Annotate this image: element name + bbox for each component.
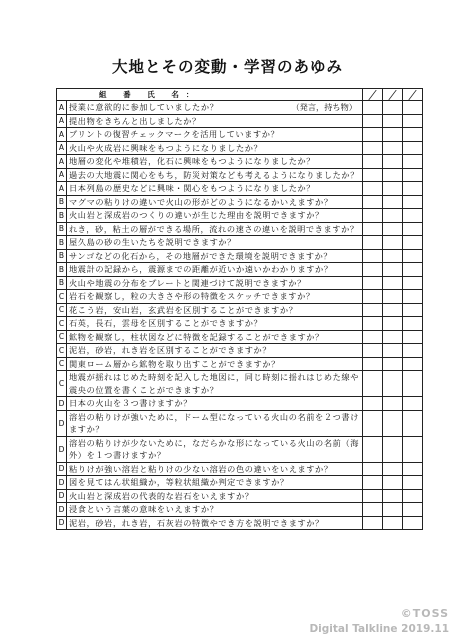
question-text: 溶岩の粘りけが強いために，ドーム型になっている火山の名前を２つ書けますか？ (69, 411, 359, 434)
checklist-row (57, 276, 423, 290)
copyright-owner: ©TOSS (400, 607, 449, 620)
check-cell[interactable] (363, 436, 383, 462)
question-cell (67, 303, 363, 317)
level-cell: B (57, 249, 67, 263)
level-cell: B (57, 276, 67, 290)
check-cell[interactable] (383, 276, 403, 290)
checklist-row (57, 128, 423, 142)
check-cell[interactable] (383, 128, 403, 142)
check-cell[interactable] (383, 462, 403, 476)
checklist-row (57, 236, 423, 250)
question-cell (67, 344, 363, 358)
checklist-row (57, 330, 423, 344)
check-cell[interactable] (383, 476, 403, 490)
level-cell: D (57, 503, 67, 517)
question-text: 泥岩，砂岩，れき岩を区別することができますか？ (69, 345, 272, 355)
question-cell (67, 371, 363, 397)
question-text: 泥岩，砂岩，れき岩，石灰岩の特徴やでき方を説明できますか？ (69, 517, 324, 528)
check-cell[interactable] (383, 357, 403, 371)
question-cell (67, 516, 363, 530)
question-text: 提出物をきちんと出しましたか？ (69, 115, 201, 126)
question-text: 地震が揺れはじめた時刻を記入した地図に，同じ時刻に揺れはじめた線や震央の位置を書くことができますか？ (69, 372, 359, 395)
check-cell[interactable] (363, 410, 383, 436)
level-cell: C (57, 303, 67, 317)
checklist-row (57, 476, 423, 490)
level-cell: A (57, 114, 67, 128)
checklist-row (57, 101, 423, 115)
checklist-row (57, 303, 423, 317)
question-cell (67, 476, 363, 490)
check-cell[interactable] (383, 330, 403, 344)
check-cell[interactable] (363, 516, 383, 530)
check-cell[interactable] (383, 236, 403, 250)
question-text: 地層の変化や堆積岩，化石に興味をもつようになりましたか？ (69, 156, 316, 166)
level-cell: D (57, 476, 67, 490)
check-cell[interactable] (403, 516, 423, 530)
check-cell[interactable] (403, 410, 423, 436)
checklist-row (57, 344, 423, 358)
checklist-row (57, 168, 423, 182)
check-cell[interactable] (363, 317, 383, 331)
question-cell (67, 290, 363, 304)
checklist-row (57, 436, 423, 462)
checklist-row (57, 357, 423, 371)
check-cell[interactable] (363, 249, 383, 263)
check-cell[interactable] (403, 489, 423, 503)
question-text: 関東ローム層から鉱物を取り出すことができますか？ (69, 358, 280, 369)
check-cell[interactable] (383, 397, 403, 411)
check-cell[interactable] (363, 182, 383, 196)
question-cell (67, 330, 363, 344)
level-cell: C (57, 357, 67, 371)
check-cell[interactable] (363, 303, 383, 317)
check-cell[interactable] (363, 330, 383, 344)
question-text: 日本の火山を３つ書けますか？ (69, 398, 193, 408)
check-cell[interactable] (363, 128, 383, 142)
level-cell: A (57, 141, 67, 155)
question-text: マグマの粘りけの違いで火山の形がどのようになるかいえますか？ (69, 196, 333, 207)
check-cell[interactable] (383, 101, 403, 115)
copyright-line: Digital Talkline 2019.11 (309, 623, 449, 635)
check-cell[interactable] (403, 249, 423, 263)
check-cell[interactable] (403, 182, 423, 196)
question-cell (67, 236, 363, 250)
question-text: 火山や火成岩に興味をもつようになりましたか？ (69, 142, 263, 153)
header-row (57, 89, 423, 101)
checklist-row (57, 462, 423, 476)
check-cell[interactable] (383, 503, 403, 517)
check-cell[interactable] (383, 155, 403, 169)
question-cell (67, 182, 363, 196)
question-note: （発言，持ち物） (291, 102, 357, 112)
question-text: 地震計の記録から，震源までの距離が近いか遠いかわかりますか？ (69, 264, 333, 274)
question-text: 溶岩の粘りけが少ないために，なだらかな形になっている火山の名前（海外）を１つ書けますか？ (69, 437, 359, 460)
question-cell (67, 503, 363, 517)
level-cell: A (57, 155, 67, 169)
date-slash-icon (383, 90, 402, 100)
question-text: 浸食という言葉の意味をいえますか？ (69, 504, 219, 514)
check-cell[interactable] (403, 263, 423, 277)
question-cell (67, 263, 363, 277)
check-cell[interactable] (363, 155, 383, 169)
check-cell[interactable] (363, 276, 383, 290)
check-cell[interactable] (383, 371, 403, 397)
check-cell[interactable] (383, 114, 403, 128)
level-cell: D (57, 516, 67, 530)
check-cell[interactable] (403, 397, 423, 411)
check-cell[interactable] (403, 357, 423, 371)
check-cell[interactable] (363, 141, 383, 155)
check-cell[interactable] (403, 330, 423, 344)
checklist-row (57, 263, 423, 277)
check-cell[interactable] (363, 101, 383, 115)
check-cell[interactable] (363, 168, 383, 182)
level-cell: B (57, 236, 67, 250)
level-cell: C (57, 290, 67, 304)
checklist-row (57, 371, 423, 397)
check-cell[interactable] (383, 489, 403, 503)
question-text: 過去の大地震に関心をもち，防災対策なども考えるようになりましたか？ (69, 169, 359, 180)
question-text: 屋久島の砂の生いたちを説明できますか？ (69, 237, 236, 247)
level-cell: B (57, 209, 67, 223)
check-cell[interactable] (363, 462, 383, 476)
page-title: 大地とその変動・学習のあゆみ (111, 58, 343, 76)
question-cell (67, 249, 363, 263)
check-cell[interactable] (403, 317, 423, 331)
date-column-1 (363, 89, 383, 101)
level-cell: C (57, 317, 67, 331)
checklist-row (57, 489, 423, 503)
question-cell (67, 168, 363, 182)
level-cell: C (57, 344, 67, 358)
question-cell (67, 317, 363, 331)
question-cell (67, 141, 363, 155)
check-cell[interactable] (403, 114, 423, 128)
check-cell[interactable] (403, 155, 423, 169)
checklist-row (57, 397, 423, 411)
checklist-sheet (56, 88, 423, 530)
question-text: プリントの復習チェックマークを活用していますか？ (69, 129, 280, 139)
level-cell: D (57, 436, 67, 462)
level-cell: C (57, 371, 67, 397)
check-cell[interactable] (363, 489, 383, 503)
date-slash-icon (363, 90, 382, 100)
question-cell (67, 195, 363, 209)
check-cell[interactable] (363, 195, 383, 209)
check-cell[interactable] (363, 222, 383, 236)
check-cell[interactable] (383, 516, 403, 530)
question-text: 火山や地震の分布をプレートと関連づけて説明できますか？ (69, 277, 306, 288)
question-text: 粘りけが強い溶岩と粘りけの少ない溶岩の色の違いをいえますか？ (69, 463, 333, 474)
checklist-body (57, 101, 423, 530)
check-cell[interactable] (383, 410, 403, 436)
check-cell[interactable] (403, 290, 423, 304)
check-cell[interactable] (403, 371, 423, 397)
checklist-row (57, 114, 423, 128)
check-cell[interactable] (383, 209, 403, 223)
question-text: サンゴなどの化石から，その地層ができた環境を説明できますか？ (69, 250, 333, 261)
check-cell[interactable] (363, 371, 383, 397)
question-cell (67, 276, 363, 290)
check-cell[interactable] (403, 462, 423, 476)
check-cell[interactable] (383, 344, 403, 358)
level-cell: B (57, 195, 67, 209)
check-cell[interactable] (403, 503, 423, 517)
check-cell[interactable] (403, 195, 423, 209)
level-cell: B (57, 263, 67, 277)
check-cell[interactable] (383, 182, 403, 196)
check-cell[interactable] (363, 357, 383, 371)
question-text: 岩石を観察し，粒の大きさや形の特徴をスケッチできますか？ (69, 291, 315, 301)
question-cell (67, 101, 363, 115)
check-cell[interactable] (403, 236, 423, 250)
check-cell[interactable] (383, 317, 403, 331)
checklist-row (57, 249, 423, 263)
check-cell[interactable] (383, 222, 403, 236)
question-text: 図を見てはん状組織か，等粒状組織か判定できますか？ (69, 477, 289, 487)
checklist-table (56, 88, 423, 530)
check-cell[interactable] (403, 303, 423, 317)
question-text: 授業に意欲的に参加していましたか？ (69, 102, 219, 112)
level-cell: D (57, 410, 67, 436)
check-cell[interactable] (403, 128, 423, 142)
question-cell (67, 436, 363, 462)
check-cell[interactable] (383, 168, 403, 182)
check-cell[interactable] (383, 195, 403, 209)
level-cell: D (57, 397, 67, 411)
check-cell[interactable] (403, 101, 423, 115)
check-cell[interactable] (403, 276, 423, 290)
level-cell: D (57, 462, 67, 476)
check-cell[interactable] (403, 222, 423, 236)
check-cell[interactable] (403, 168, 423, 182)
question-text: 火山岩と深成岩の代表的な岩石をいえますか？ (69, 490, 254, 501)
question-text: 日本列島の歴史などに興味・関心をもつようになりましたか？ (69, 183, 316, 193)
check-cell[interactable] (403, 476, 423, 490)
level-cell: B (57, 222, 67, 236)
question-cell (67, 357, 363, 371)
check-cell[interactable] (383, 436, 403, 462)
check-cell[interactable] (383, 263, 403, 277)
date-column-3 (403, 89, 423, 101)
check-cell[interactable] (403, 344, 423, 358)
question-cell (67, 489, 363, 503)
question-cell (67, 155, 363, 169)
check-cell[interactable] (363, 236, 383, 250)
level-cell: A (57, 168, 67, 182)
date-column-2 (383, 89, 403, 101)
check-cell[interactable] (363, 397, 383, 411)
checklist-row (57, 155, 423, 169)
checklist-row (57, 410, 423, 436)
checklist-row (57, 141, 423, 155)
check-cell[interactable] (363, 290, 383, 304)
check-cell[interactable] (383, 249, 403, 263)
question-cell (67, 114, 363, 128)
check-cell[interactable] (363, 344, 383, 358)
check-cell[interactable] (363, 503, 383, 517)
check-cell[interactable] (383, 303, 403, 317)
check-cell[interactable] (363, 476, 383, 490)
checklist-row (57, 503, 423, 517)
question-text: 花こう岩，安山岩，玄武岩を区別することができますか？ (69, 304, 298, 315)
date-slash-icon (403, 90, 422, 100)
question-cell (67, 222, 363, 236)
check-cell[interactable] (403, 209, 423, 223)
checklist-row (57, 516, 423, 530)
question-text: 石英，長石，雲母を区別することができますか？ (69, 318, 263, 328)
question-cell (67, 462, 363, 476)
level-cell: C (57, 330, 67, 344)
checklist-row (57, 317, 423, 331)
check-cell[interactable] (363, 114, 383, 128)
checklist-row (57, 209, 423, 223)
question-cell (67, 209, 363, 223)
level-cell: A (57, 182, 67, 196)
check-cell[interactable] (383, 141, 403, 155)
checklist-row (57, 222, 423, 236)
question-text: 鉱物を観察し，柱状図などに特徴を記録することができますか？ (69, 331, 324, 342)
question-text: 火山岩と深成岩のつくりの違いが生じた理由を説明できますか？ (69, 210, 324, 220)
name-label: 組 番 氏 名： (57, 89, 363, 101)
check-cell[interactable] (403, 436, 423, 462)
check-cell[interactable] (403, 141, 423, 155)
check-cell[interactable] (363, 263, 383, 277)
level-cell: D (57, 489, 67, 503)
checklist-row (57, 182, 423, 196)
question-cell (67, 128, 363, 142)
question-text: れき，砂，粘土の層ができる場所，流れの速さの違いを説明できますか？ (69, 223, 359, 234)
question-cell (67, 410, 363, 436)
level-cell: A (57, 128, 67, 142)
checklist-row (57, 195, 423, 209)
check-cell[interactable] (363, 209, 383, 223)
question-cell (67, 397, 363, 411)
checklist-row (57, 290, 423, 304)
check-cell[interactable] (383, 290, 403, 304)
level-cell: A (57, 101, 67, 115)
